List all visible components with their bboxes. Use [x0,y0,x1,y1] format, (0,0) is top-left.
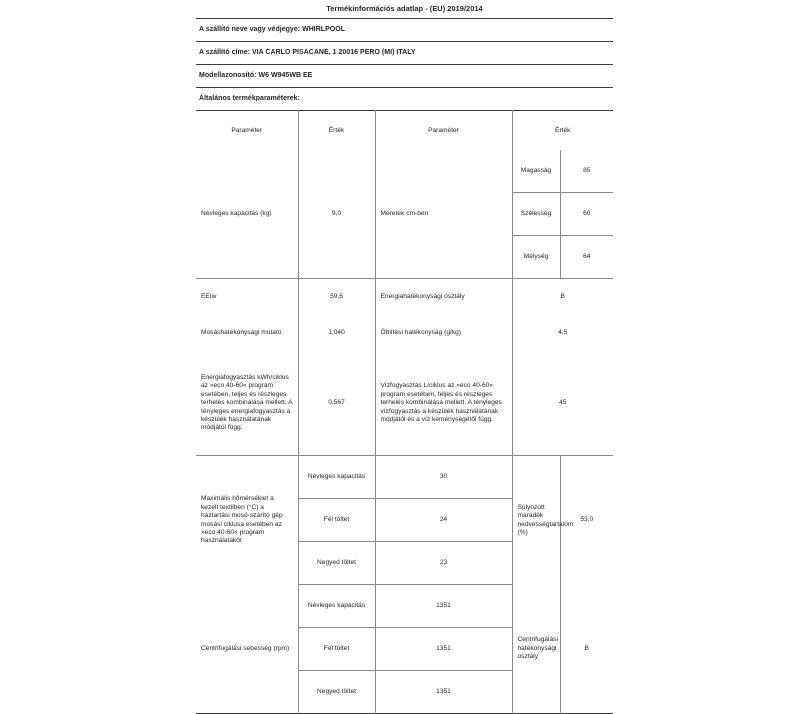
temperature-load-value-half: 24 [375,499,512,542]
temperature-load-name-half: Fél töltet [298,499,375,542]
supplier-address-row: A szállító címe: VIA CARLO PISACANE, 1 20016 PERO (MI) ITALY [196,41,613,64]
dimension-name-height: Magasság [512,150,560,193]
energy-class-value: B [512,279,613,316]
product-parameters-table [196,110,613,714]
dimension-value-depth: 64 [560,236,613,279]
dimension-name-width: Szélesség [512,193,560,236]
residual-moisture-value: 53,0 [560,456,613,585]
spin-class-value: B [560,585,613,714]
rinsing-efficiency-value: 4,5 [512,315,613,351]
temperature-load-name-nominal: Névleges kapacitás [298,456,375,499]
supplier-name-row: A szállító neve vagy védjegye: WHIRLPOOL [196,18,613,41]
temperature-load-name-quarter: Negyed töltet [298,542,375,585]
table-row-eei [196,279,613,316]
spin-load-value-quarter: 1351 [375,671,512,714]
spin-load-name-nominal: Névleges kapacitás [298,585,375,628]
energy-consumption-label: Energiafogyasztás kWh/ciklus az »eco 40-60« program esetében, teljes és részleges terhelés kombinálása mellett. A tényleges energiafogyasztás a készülék használatának módjától függ. [201,373,293,432]
washing-index-value: 1,040 [298,315,375,351]
dimensions-label: Méretek cm-ben [375,150,512,279]
table-header-row [196,111,613,151]
temperature-load-value-nominal: 30 [375,456,512,499]
spin-class-label: Centrifugálási hatékonysági osztály [512,585,560,714]
temperature-load-value-quarter: 23 [375,542,512,585]
residual-moisture-label: Súlyozott maradék nedvességtartalom (%) [512,456,560,585]
dimension-value-height: 85 [560,150,613,193]
dimension-value-width: 60 [560,193,613,236]
water-consumption-label: Vízfogyasztás L/ciklus az »eco 40-60« program esetében, teljes és részleges terhelés kombinálása mellett. A tényleges vízfogyasztás a készülék használatának módjától és a víz keménységétől függ. [375,351,512,456]
header-parameter-right: Paraméter [375,111,512,151]
model-identifier-row: Modellazonosító: W6 W945WB EE [196,64,613,87]
capacity-value: 9,0 [298,150,375,279]
washing-index-label: Mosáshatékonysági mutató [201,329,282,337]
header-value-right: Érték [512,111,613,151]
eei-value: 59,6 [298,279,375,316]
general-parameters-row: Általános termékparaméterek: [196,87,613,110]
energy-consumption-value: 0,567 [298,351,375,456]
spin-load-name-quarter: Negyed töltet [298,671,375,714]
capacity-label: Névleges kapacitás (kg) [201,210,272,218]
table-row-washing-efficiency [196,315,613,351]
water-consumption-value: 45 [512,351,613,456]
product-information-sheet [196,0,613,714]
table-row-capacity-height [196,150,613,193]
table-row-temperature-nominal [196,456,613,499]
dimension-name-depth: Mélység [512,236,560,279]
eei-label: EEIw [196,279,298,316]
spin-load-value-half: 1351 [375,628,512,671]
table-row-consumption [196,351,613,456]
header-value-left: Érték [298,111,375,151]
energy-class-label: Energiahatékonysági osztály [375,279,512,316]
spin-load-value-nominal: 1351 [375,585,512,628]
max-temperature-label: Maximális hőmérséklet a kezelt textilben (°C) a háztartási mosó-szárító gép mosási ciklusa esetében az »eco 40-60« program használatakor [196,456,298,585]
rinsing-efficiency-label: Öblítési hatékonyság (g/kg) [375,315,512,351]
page-title: Termékinformációs adatlap - (EU) 2019/2014 [326,4,483,13]
spin-speed-label: Centrifugálási sebesség (rpm) [201,644,290,652]
table-row-spin-nominal [196,585,613,628]
spin-load-name-half: Fél töltet [298,628,375,671]
header-parameter-left: Paraméter [231,126,263,134]
